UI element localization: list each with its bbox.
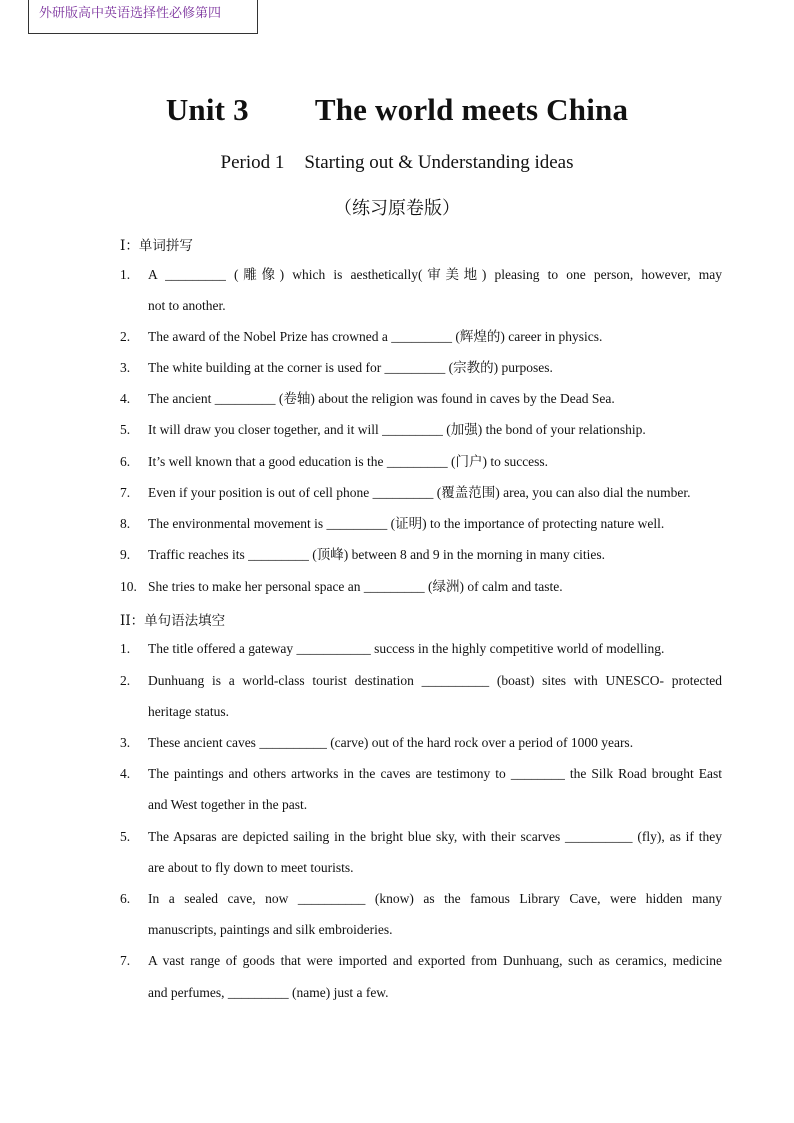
period-topic: Starting out & Understanding ideas [304, 152, 574, 173]
item-text: The paintings and others artworks in the caves are testimony to ________ the Silk Road brought East [148, 766, 722, 781]
item-text: A vast range of goods that were imported and exported from Dunhuang, such as ceramics, medicine [148, 953, 722, 968]
item-number: 1. [120, 267, 131, 282]
exercise-item-continuation [120, 290, 722, 321]
exercise-item [120, 383, 722, 414]
item-text: It’s well known that a good education is the _________ (门户) to success. [148, 454, 549, 469]
exercise-item [120, 821, 722, 852]
item-text: It will draw you closer together, and it will _________ (加强) the bond of your relationship. [148, 422, 646, 437]
item-text: She tries to make her personal space an _________ (绿洲) of calm and taste. [148, 579, 563, 594]
item-text: are about to fly down to meet tourists. [148, 860, 354, 875]
exercise-item [120, 539, 722, 570]
item-text: not to another. [148, 298, 226, 313]
item-text: and perfumes, _________ (name) just a few. [148, 985, 389, 1000]
exercise-item [120, 259, 722, 290]
exercise-item [120, 758, 722, 789]
item-number: 4. [120, 391, 131, 406]
page-subtitle [0, 152, 794, 174]
edition-label: （练习原卷版） [334, 198, 460, 219]
item-text: Dunhuang is a world-class tourist destination __________ (boast) sites with UNESCO- protected [148, 673, 722, 688]
exercise-item [120, 633, 722, 664]
exercise-item [120, 446, 722, 477]
item-number: 6. [120, 454, 131, 469]
item-number: 10. [120, 579, 137, 594]
exercise-item [120, 945, 722, 976]
item-number: 7. [120, 953, 131, 968]
exercise-item-continuation [120, 914, 722, 945]
exercise-item [120, 321, 722, 352]
exercise-item-continuation [120, 789, 722, 820]
item-number: 3. [120, 735, 131, 750]
item-number: 1. [120, 641, 131, 656]
item-text: Traffic reaches its _________ (顶峰) between 8 and 9 in the morning in many cities. [148, 547, 606, 562]
item-text: In a sealed cave, now __________ (know) as the famous Library Cave, were hidden many [148, 891, 722, 906]
item-text: The environmental movement is _________ (证明) to the importance of protecting nature well. [148, 516, 665, 531]
item-number: 5. [120, 829, 131, 844]
item-text: The ancient _________ (卷轴) about the religion was found in caves by the Dead Sea. [148, 391, 615, 406]
item-text: The award of the Nobel Prize has crowned a _________ (辉煌的) career in physics. [148, 329, 603, 344]
exercise-item [120, 477, 722, 508]
item-text: heritage status. [148, 704, 229, 719]
page-title [0, 92, 794, 128]
item-text: A _________ (雕像) which is aesthetically(审美地) pleasing to one person, however, may [148, 267, 722, 282]
item-number: 3. [120, 360, 131, 375]
item-number: 9. [120, 547, 131, 562]
item-number: 5. [120, 422, 131, 437]
item-text: and West together in the past. [148, 797, 308, 812]
document-source-tag: 外研版高中英语选择性必修第四 [28, 0, 258, 34]
item-text: Even if your position is out of cell phone _________ (覆盖范围) area, you can also dial the number. [148, 485, 691, 500]
section-heading-grammar: II：单句语法填空 [120, 613, 226, 629]
item-text: The white building at the corner is used for _________ (宗教的) purposes. [148, 360, 553, 375]
item-text: These ancient caves __________ (carve) out of the hard rock over a period of 1000 years. [148, 735, 634, 750]
item-number: 2. [120, 329, 131, 344]
unit-label: Unit 3 [165, 92, 249, 127]
item-text: The Apsaras are depicted sailing in the bright blue sky, with their scarves __________ (fly), as if they [148, 829, 722, 844]
item-number: 6. [120, 891, 131, 906]
exercise-item [120, 508, 722, 539]
exercise-item [120, 727, 722, 758]
item-number: 2. [120, 673, 131, 688]
exercise-item [120, 352, 722, 383]
item-number: 4. [120, 766, 131, 781]
exercise-item-continuation [120, 977, 722, 1008]
exercise-item [120, 571, 722, 602]
item-text: manuscripts, paintings and silk embroideries. [148, 922, 393, 937]
section-heading-spelling: I：单词拼写 [120, 238, 193, 254]
item-text: The title offered a gateway ___________ success in the highly competitive world of modelling. [148, 641, 665, 656]
exercise-item-continuation [120, 852, 722, 883]
exercise-item [120, 665, 722, 696]
exercise-item [120, 414, 722, 445]
item-number: 8. [120, 516, 131, 531]
exercise-item [120, 883, 722, 914]
exercise-item-continuation [120, 696, 722, 727]
unit-name: The world meets China [314, 92, 629, 127]
item-number: 7. [120, 485, 131, 500]
period-label: Period 1 [220, 152, 285, 173]
